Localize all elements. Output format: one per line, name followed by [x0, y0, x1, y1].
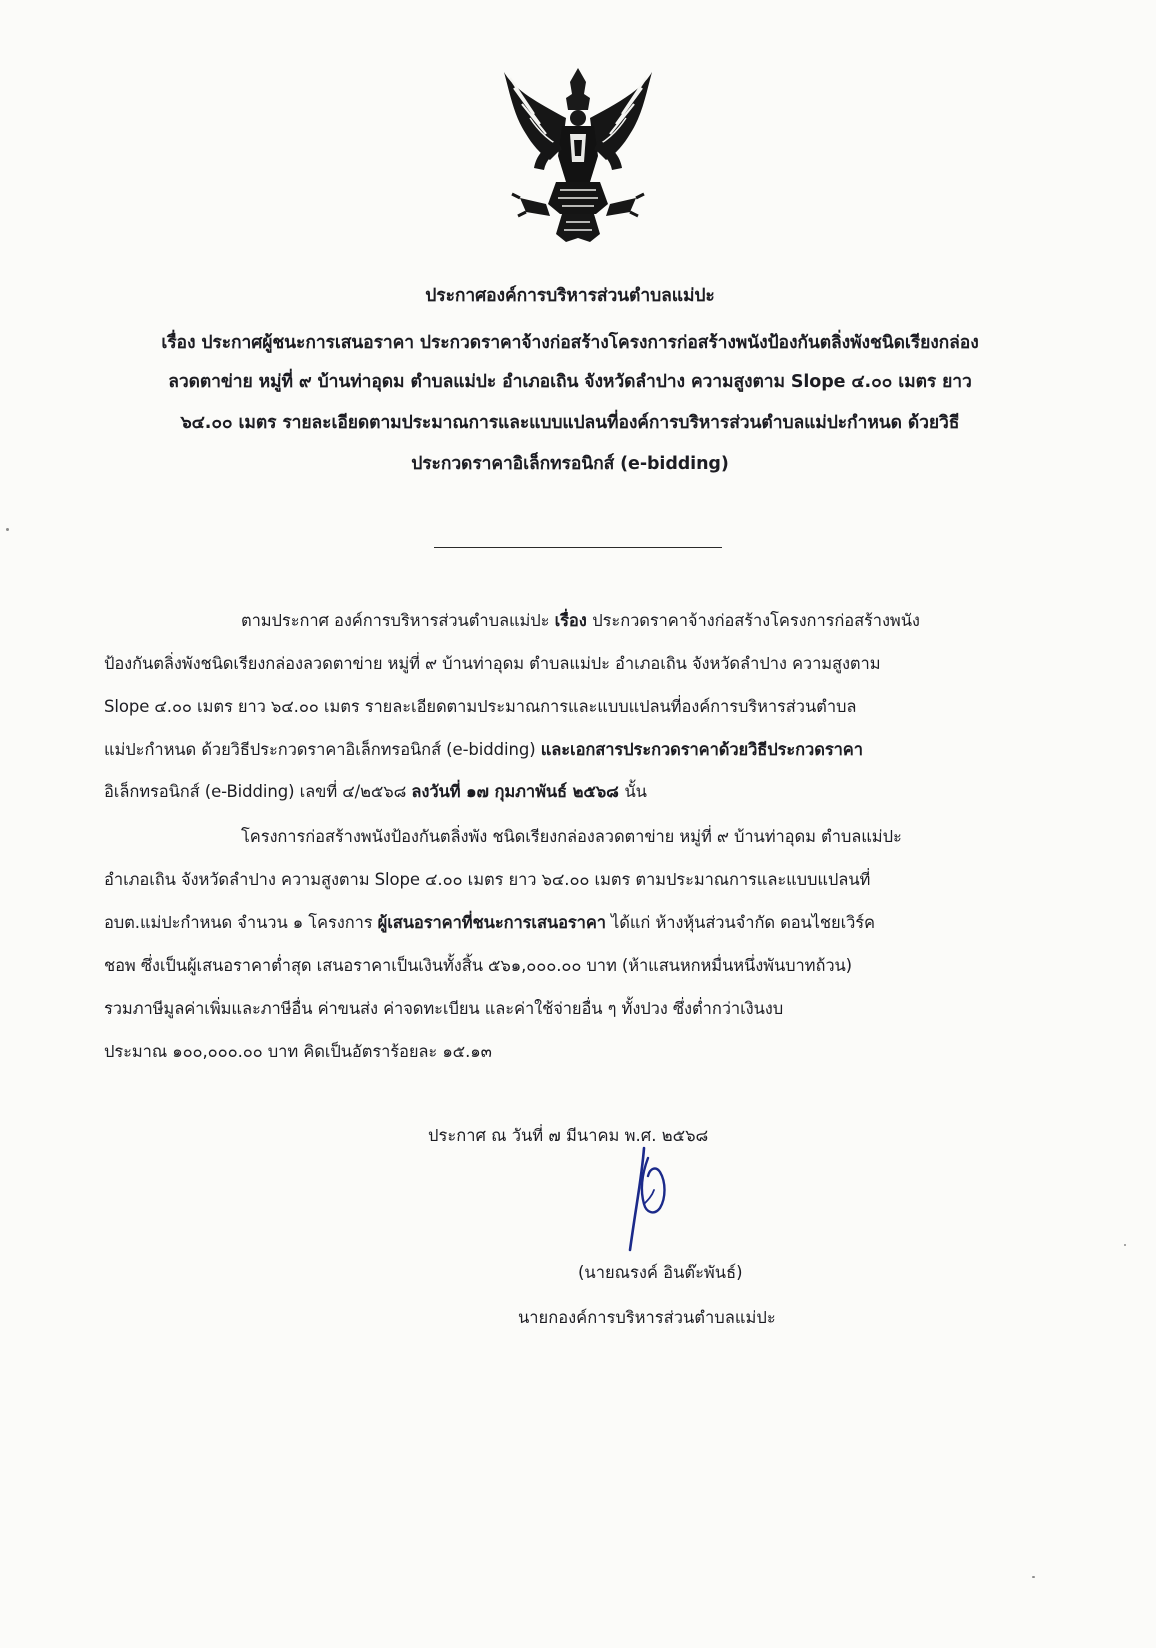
signer-name: (นายณรงค์ อินต๊ะพันธ์)	[578, 1263, 743, 1282]
p2-line-3: อบต.แม่ปะกำหนด จำนวน ๑ โครงการ ผู้เสนอราคาที่ชนะการเสนอราคา ได้แก่ ห้างหุ้นส่วนจำกัด ดอนไชยเวิร์ค	[104, 913, 875, 932]
p1-line-3: Slope ๔.๐๐ เมตร ยาว ๖๔.๐๐ เมตร รายละเอียดตามประมาณการและแบบแปลนที่องค์การบริหารส่วนตำบล	[104, 697, 857, 716]
scan-speck	[6, 528, 9, 531]
title-subject-line-4: ประกวดราคาอิเล็กทรอนิกส์ (e-bidding)	[411, 454, 729, 474]
scan-speck	[1032, 1576, 1035, 1578]
title-subject-line-3: ๖๔.๐๐ เมตร รายละเอียดตามประมาณการและแบบแปลนที่องค์การบริหารส่วนตำบลแม่ปะกำหนด ด้วยวิธี	[180, 413, 960, 433]
p1-line-4: แม่ปะกำหนด ด้วยวิธีประกวดราคาอิเล็กทรอนิกส์ (e-bidding) และเอกสารประกวดราคาด้วยวิธีประกวดราคา	[104, 740, 863, 759]
announce-date: ประกาศ ณ วันที่ ๗ มีนาคม พ.ศ. ๒๕๖๘	[428, 1126, 709, 1145]
signature-mark	[622, 1146, 678, 1254]
scan-speck	[1124, 1244, 1126, 1246]
title-divider	[434, 547, 722, 548]
title-subject-line-2: ลวดตาข่าย หมู่ที่ ๙ บ้านท่าอุดม ตำบลแม่ปะ อำเภอเถิน จังหวัดลำปาง ความสูงตาม Slope ๔.๐๐ เมตร ยาว	[168, 372, 972, 392]
title-org-announcement: ประกาศองค์การบริหารส่วนตำบลแม่ปะ	[425, 286, 715, 306]
p2-line-2: อำเภอเถิน จังหวัดลำปาง ความสูงตาม Slope ๔.๐๐ เมตร ยาว ๖๔.๐๐ เมตร ตามประมาณการและแบบแปลนที่	[104, 870, 871, 889]
p1-line-1: ตามประกาศ องค์การบริหารส่วนตำบลแม่ปะ เรื่อง ประกวดราคาจ้างก่อสร้างโครงการก่อสร้างพนัง	[241, 611, 920, 630]
p2-line-6: ประมาณ ๑๐๐,๐๐๐.๐๐ บาท คิดเป็นอัตราร้อยละ ๑๕.๑๓	[104, 1042, 492, 1061]
p2-line-1: โครงการก่อสร้างพนังป้องกันตลิ่งพัง ชนิดเรียงกล่องลวดตาข่าย หมู่ที่ ๙ บ้านท่าอุดม ตำบลแม่ปะ	[241, 827, 902, 846]
signer-position: นายกองค์การบริหารส่วนตำบลแม่ปะ	[518, 1308, 776, 1327]
p1-line-2: ป้องกันตลิ่งพังชนิดเรียงกล่องลวดตาข่าย หมู่ที่ ๙ บ้านท่าอุดม ตำบลแม่ปะ อำเภอเถิน จังหวัดลำปาง ความสูงตาม	[104, 654, 881, 673]
p2-line-5: รวมภาษีมูลค่าเพิ่มและภาษีอื่น ค่าขนส่ง ค่าจดทะเบียน และค่าใช้จ่ายอื่น ๆ ทั้งปวง ซึ่งต่ำกว่าเงินงบ	[104, 999, 784, 1018]
title-subject-line-1: เรื่อง ประกาศผู้ชนะการเสนอราคา ประกวดราคาจ้างก่อสร้างโครงการก่อสร้างพนังป้องกันตลิ่งพังชนิดเรียงกล่อง	[161, 333, 979, 353]
p2-line-4: ชอพ ซึ่งเป็นผู้เสนอราคาต่ำสุด เสนอราคาเป็นเงินทั้งสิ้น ๕๖๑,๐๐๐.๐๐ บาท (ห้าแสนหกหมื่นหนึ่งพันบาทถ้วน)	[104, 956, 853, 975]
garuda-emblem	[500, 64, 656, 246]
p1-line-5: อิเล็กทรอนิกส์ (e-Bidding) เลขที่ ๔/๒๕๖๘ ลงวันที่ ๑๗ กุมภาพันธ์ ๒๕๖๘ นั้น	[104, 782, 647, 801]
